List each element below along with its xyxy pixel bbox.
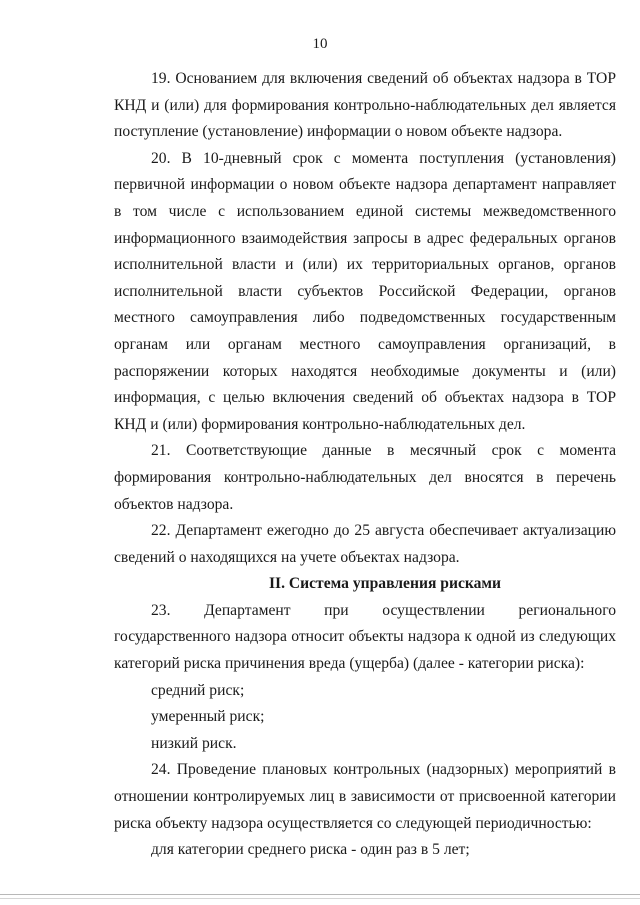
risk-category-item: средний риск; xyxy=(151,681,245,699)
paragraph-23: 23. Департамент при осуществлении регионального государственного надзора относит объекты надзора к одной из следующих категорий риска причинения вреда (ущерба) (далее - категории риска): xyxy=(114,601,616,673)
paragraph-24: 24. Проведение плановых контрольных (надзорных) мероприятий в отношении контролируемых лиц в зависимости от присвоенной категории риска объекту надзора осуществляется со следующей периодичностью: xyxy=(114,761,616,832)
paragraph-20: 20. В 10-дневный срок с момента поступления (установления) первичной информации о новом объекте надзора департамент направляет в том числе с использованием единой системы межведомственного информационного взаимодействия запросы в адрес федеральных органов исполнительной власти и (или) их территориальных органов, органов исполнительной власти субъектов Российской Федерации, органов местного самоуправления либо подведомственных государственным органам или органам местного самоуправления организаций, в распоряжении которых находятся необходимые документы и (или) информация, с целью включения сведений об объектах надзора в ТОР КНД и (или) формирования контрольно-наблюдательных дел. xyxy=(114,149,616,433)
section-heading: II. Система управления рисками xyxy=(268,575,502,593)
paragraph-19: 19. Основанием для включения сведений об объектах надзора в ТОР КНД и (или) для формирования контрольно-наблюдательных дел является поступление (установление) информации о новом объекте надзора. xyxy=(114,70,616,141)
page-bottom-edge xyxy=(0,894,640,899)
paragraph-21: 21. Соответствующие данные в месячный срок с момента формирования контрольно-наблюдательных дел вносятся в перечень объектов надзора. xyxy=(114,442,616,513)
page-number: 10 xyxy=(312,36,328,52)
document-body xyxy=(114,66,616,864)
paragraph-22: 22. Департамент ежегодно до 25 августа обеспечивает актуализацию сведений о находящихся на учете объектах надзора. xyxy=(114,522,616,566)
risk-category-item: низкий риск. xyxy=(151,734,237,752)
periodicity-item: для категории среднего риска - один раз в 5 лет; xyxy=(151,841,470,859)
risk-category-item: умеренный риск; xyxy=(151,708,265,726)
